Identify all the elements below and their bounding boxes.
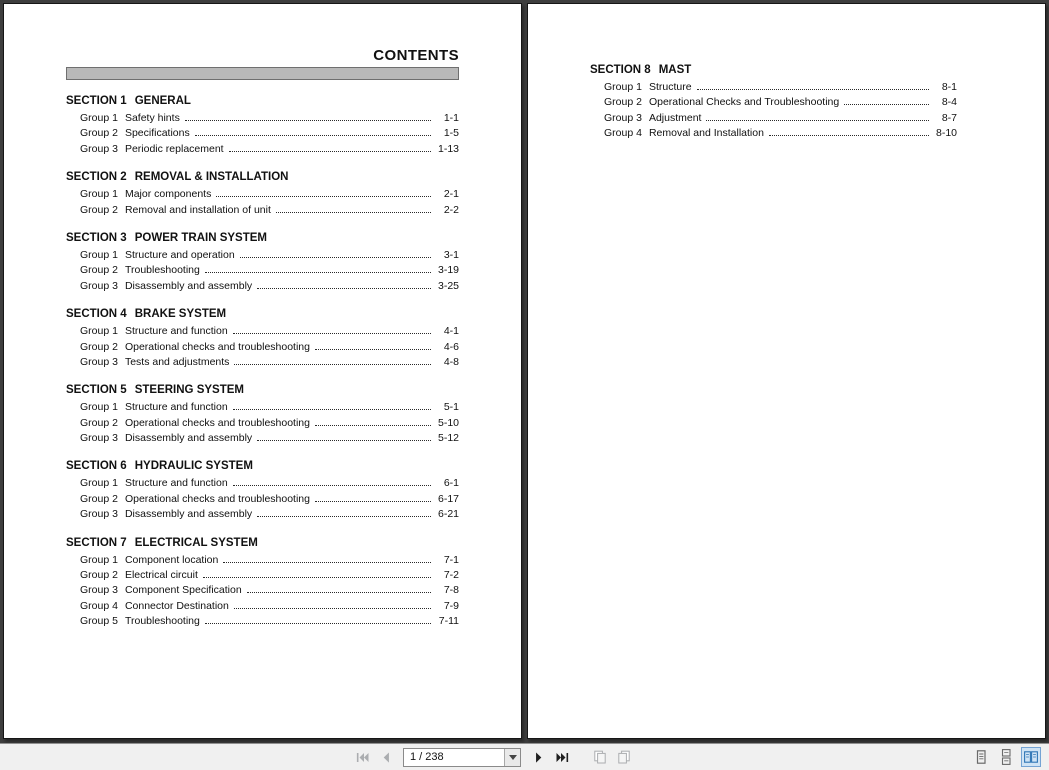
group-number: Group 1: [80, 112, 118, 124]
toc-entry: [66, 553, 459, 568]
group-number: Group 2: [80, 416, 118, 429]
page-right: [527, 3, 1046, 739]
toc-entry: [590, 126, 957, 141]
page-number: 1-13: [437, 142, 459, 155]
page-number: 7-11: [438, 615, 459, 628]
group-number: Group 1: [80, 325, 118, 338]
group-title: Operational Checks and Troubleshooting: [648, 96, 840, 109]
dot-leader: [315, 501, 431, 502]
page-number: 5-10: [437, 416, 459, 429]
toc-section: [590, 64, 957, 142]
toc-entry: [66, 279, 459, 294]
section-heading: [66, 537, 459, 550]
section-name: POWER TRAIN SYSTEM: [134, 231, 267, 244]
toc-entry: [66, 142, 459, 157]
view-mode-buttons: [971, 744, 1041, 770]
group-title: Periodic replacement: [124, 142, 224, 155]
page-number: 1-1: [443, 112, 459, 124]
next-view-icon: [616, 749, 632, 765]
section-number: SECTION 5: [66, 384, 127, 397]
group-number: Group 2: [80, 264, 118, 277]
group-number: Group 4: [80, 599, 118, 612]
toc-entry: [66, 111, 459, 126]
single-page-view-icon: [973, 749, 989, 765]
page-number: 5-1: [443, 401, 459, 414]
section-number: SECTION 6: [66, 460, 127, 473]
section-heading: [66, 171, 459, 184]
dot-leader: [769, 135, 929, 136]
group-title: Major components: [124, 188, 212, 201]
dot-leader: [223, 562, 431, 563]
section-heading: [66, 95, 459, 108]
group-number: Group 3: [80, 279, 118, 292]
toc-section: [66, 308, 459, 370]
group-title: Removal and Installation: [648, 127, 764, 140]
group-number: Group 3: [604, 111, 642, 124]
section-name: STEERING SYSTEM: [134, 384, 244, 397]
dot-leader: [257, 440, 431, 441]
section-heading: [66, 308, 459, 321]
dot-leader: [229, 151, 431, 152]
dot-leader: [233, 333, 431, 334]
toc-entry: [66, 568, 459, 583]
prev-page-icon: [379, 750, 394, 765]
group-number: Group 2: [604, 96, 642, 109]
dot-leader: [205, 272, 431, 273]
toc-entry: [590, 111, 957, 126]
toc-entry: [66, 416, 459, 431]
dot-leader: [844, 104, 929, 105]
group-number: Group 1: [604, 81, 642, 93]
page-number: 7-8: [443, 584, 459, 597]
page-number: 3-25: [437, 279, 459, 292]
dot-leader: [240, 257, 431, 258]
section-number: SECTION 4: [66, 308, 127, 321]
two-page-view-icon: [1023, 749, 1039, 765]
section-number: SECTION 3: [66, 231, 127, 244]
dot-leader: [706, 120, 929, 121]
toc-entry: [66, 400, 459, 415]
page-number: 8-4: [941, 96, 957, 109]
group-title: Operational checks and troubleshooting: [124, 340, 310, 353]
toc-entry: [66, 203, 459, 218]
toc-left: [66, 95, 459, 630]
toc-entry: [66, 507, 459, 522]
group-number: Group 3: [80, 142, 118, 155]
page-number: 4-1: [443, 325, 459, 338]
single-page-view-button[interactable]: [971, 747, 991, 767]
toc-entry: [66, 187, 459, 202]
page-number: 5-12: [437, 432, 459, 445]
group-number: Group 3: [80, 355, 118, 368]
group-title: Structure and function: [124, 325, 228, 338]
page-dropdown-button[interactable]: [504, 749, 520, 766]
toc-section: [66, 232, 459, 294]
group-number: Group 3: [80, 584, 118, 597]
page-number: 2-1: [443, 188, 459, 201]
group-number: Group 4: [604, 127, 642, 140]
section-name: REMOVAL & INSTALLATION: [134, 171, 289, 184]
section-heading: [590, 64, 957, 77]
group-title: Structure and function: [124, 477, 228, 490]
prev-page-button[interactable]: [376, 747, 396, 767]
section-number: SECTION 8: [590, 64, 651, 76]
page-number: 2-2: [443, 203, 459, 216]
toc-entry: [66, 476, 459, 491]
page-number: 7-9: [443, 599, 459, 612]
dot-leader: [195, 135, 431, 136]
toc-entry: [66, 583, 459, 598]
dot-leader: [185, 120, 431, 121]
first-page-button[interactable]: [352, 747, 372, 767]
contents-divider-bar: [66, 67, 459, 80]
group-title: Troubleshooting: [124, 615, 200, 628]
section-name: HYDRAULIC SYSTEM: [134, 460, 253, 473]
dot-leader: [697, 89, 929, 90]
prev-view-icon: [592, 749, 608, 765]
continuous-view-icon: [998, 749, 1014, 765]
group-number: Group 3: [80, 432, 118, 445]
toc-right: [590, 64, 957, 142]
group-title: Disassembly and assembly: [124, 432, 253, 445]
section-number: SECTION 2: [66, 171, 127, 184]
toc-section: [66, 537, 459, 630]
toc-entry: [590, 80, 957, 95]
next-page-button[interactable]: [528, 747, 548, 767]
last-page-icon: [555, 750, 570, 765]
toc-entry: [66, 492, 459, 507]
group-number: Group 3: [80, 508, 118, 521]
group-title: Component Specification: [124, 584, 242, 597]
group-number: Group 1: [80, 188, 118, 201]
toc-section: [66, 460, 459, 522]
page-number: 7-2: [443, 569, 459, 582]
page-number: 4-8: [443, 355, 459, 368]
toc-section: [66, 95, 459, 157]
toc-section: [66, 384, 459, 446]
toc-entry: [66, 263, 459, 278]
group-title: Removal and installation of unit: [124, 203, 271, 216]
group-title: Specifications: [124, 127, 190, 140]
toc-entry: [66, 126, 459, 141]
page-number: 8-7: [941, 111, 957, 124]
section-name: GENERAL: [134, 95, 191, 107]
toc-section: [66, 171, 459, 218]
group-number: Group 1: [80, 553, 118, 566]
group-title: Operational checks and troubleshooting: [124, 416, 310, 429]
section-name: ELECTRICAL SYSTEM: [134, 536, 258, 549]
page-right-content: [590, 64, 957, 738]
group-number: Group 2: [80, 127, 118, 140]
section-heading: [66, 232, 459, 245]
dot-leader: [247, 592, 431, 593]
dot-leader: [216, 196, 431, 197]
first-page-icon: [355, 750, 370, 765]
chevron-down-icon: [509, 755, 517, 760]
dot-leader: [257, 288, 431, 289]
section-name: MAST: [658, 64, 692, 76]
group-title: Structure: [648, 81, 692, 93]
group-number: Group 2: [80, 569, 118, 582]
section-number: SECTION 1: [66, 95, 127, 107]
dot-leader: [276, 212, 431, 213]
dot-leader: [234, 364, 431, 365]
dot-leader: [233, 409, 431, 410]
toc-entry: [66, 324, 459, 339]
group-title: Safety hints: [124, 112, 180, 124]
page-indicator-box: [403, 748, 521, 767]
contents-title: CONTENTS: [373, 47, 459, 64]
group-title: Component location: [124, 553, 219, 566]
page-number: 8-1: [941, 81, 957, 93]
two-page-view-button[interactable]: [1021, 747, 1041, 767]
group-title: Tests and adjustments: [124, 355, 230, 368]
dot-leader: [203, 577, 431, 578]
section-heading: [66, 460, 459, 473]
page-number-input[interactable]: [404, 749, 504, 766]
page-number: 7-1: [443, 553, 459, 566]
toc-entry: [66, 431, 459, 446]
toc-entry: [66, 614, 459, 629]
group-title: Adjustment: [648, 111, 702, 124]
page-left: [3, 3, 522, 739]
group-title: Structure and function: [124, 401, 228, 414]
page-number: 1-5: [443, 127, 459, 140]
toc-entry: [66, 355, 459, 370]
page-number: 8-10: [935, 127, 957, 140]
dot-leader: [257, 516, 431, 517]
page-number: 3-19: [437, 264, 459, 277]
toc-entry: [66, 340, 459, 355]
page-number: 4-6: [443, 340, 459, 353]
dot-leader: [233, 485, 431, 486]
group-number: Group 2: [80, 203, 118, 216]
next-page-icon: [531, 750, 546, 765]
page-navigation: [352, 744, 634, 770]
dot-leader: [315, 349, 431, 350]
section-heading: [66, 384, 459, 397]
group-title: Troubleshooting: [124, 264, 200, 277]
dot-leader: [205, 623, 431, 624]
group-title: Operational checks and troubleshooting: [124, 492, 310, 505]
prev-view-button[interactable]: [590, 747, 610, 767]
toc-entry: [590, 95, 957, 110]
toc-entry: [66, 599, 459, 614]
page-number: 3-1: [443, 248, 459, 261]
group-number: Group 2: [80, 492, 118, 505]
group-number: Group 5: [80, 615, 118, 628]
continuous-view-button[interactable]: [996, 747, 1016, 767]
page-number: 6-21: [437, 508, 459, 521]
group-title: Disassembly and assembly: [124, 508, 253, 521]
page-number: 6-17: [437, 492, 459, 505]
group-title: Structure and operation: [124, 248, 235, 261]
dot-leader: [234, 608, 431, 609]
section-number: SECTION 7: [66, 536, 127, 549]
group-title: Connector Destination: [124, 599, 229, 612]
group-number: Group 1: [80, 248, 118, 261]
group-number: Group 2: [80, 340, 118, 353]
section-name: BRAKE SYSTEM: [134, 308, 227, 321]
next-view-button[interactable]: [614, 747, 634, 767]
last-page-button[interactable]: [552, 747, 572, 767]
group-title: Electrical circuit: [124, 569, 198, 582]
toc-entry: [66, 248, 459, 263]
viewer-toolbar: [0, 743, 1049, 770]
dot-leader: [315, 425, 431, 426]
page-left-content: [66, 4, 459, 738]
group-title: Disassembly and assembly: [124, 279, 253, 292]
group-number: Group 1: [80, 401, 118, 414]
group-number: Group 1: [80, 477, 118, 490]
page-number: 6-1: [443, 477, 459, 490]
